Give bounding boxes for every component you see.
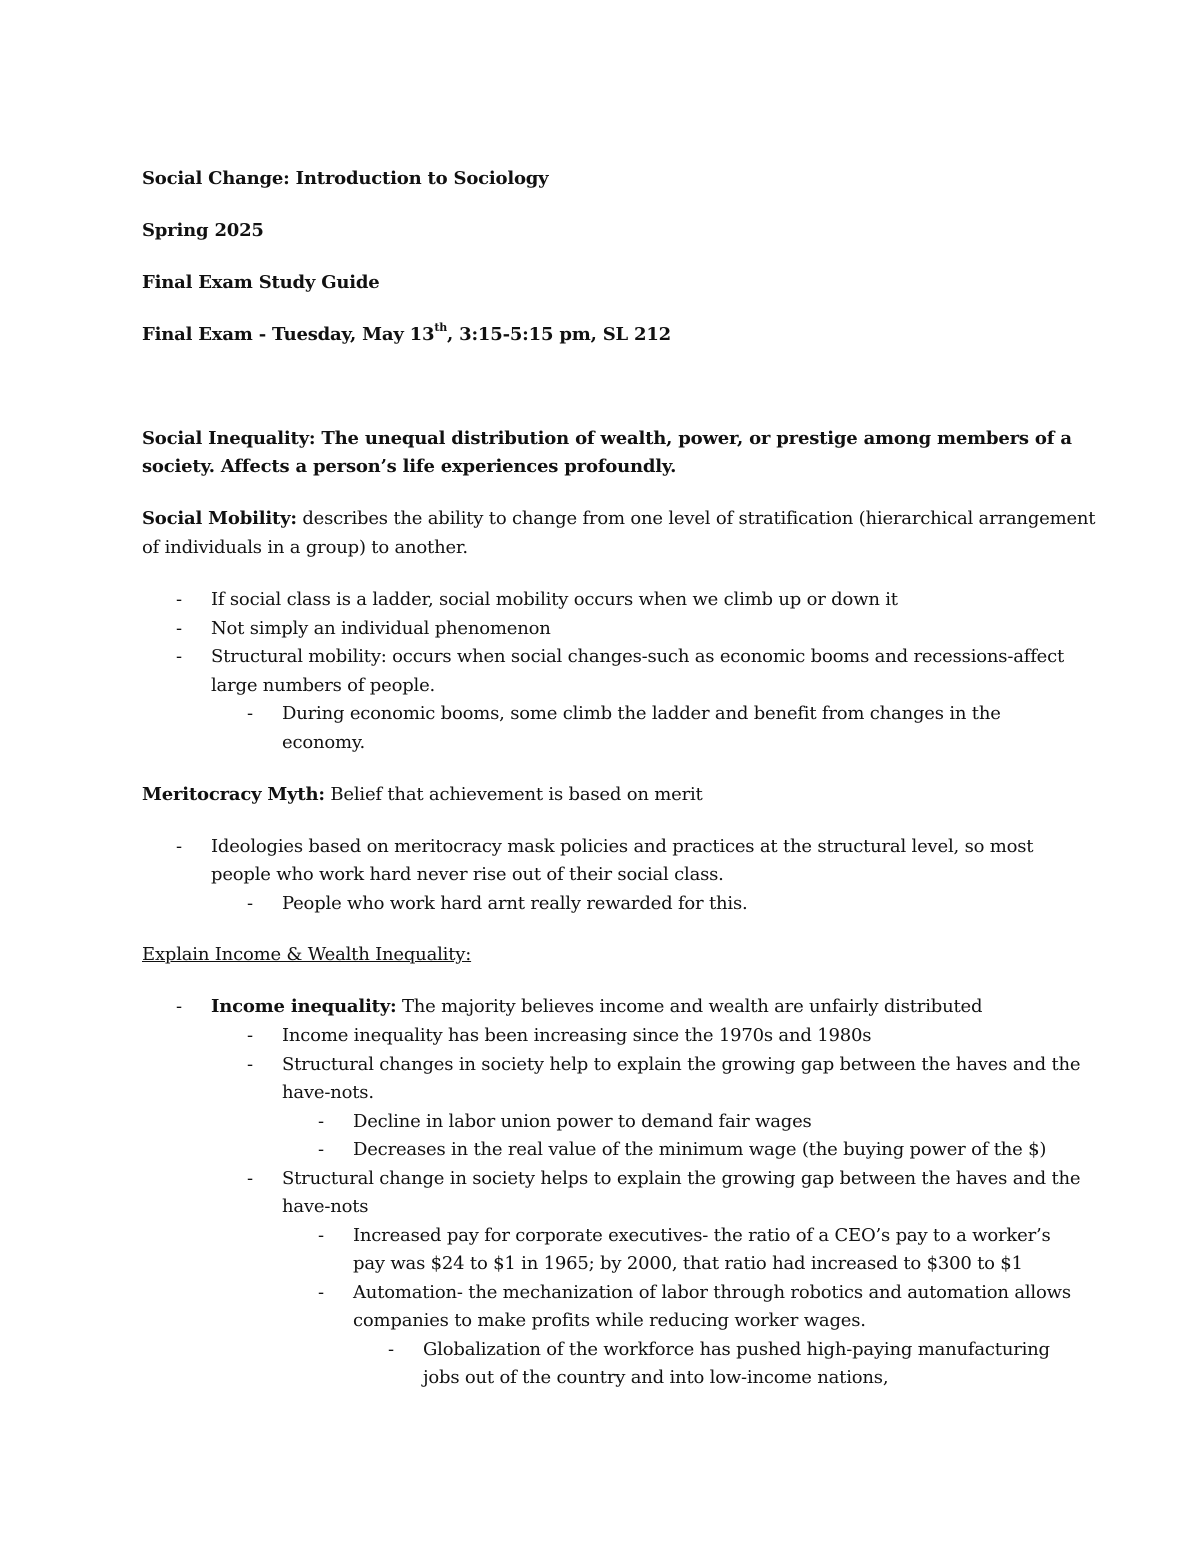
income-s1: Income inequality has been increasing since the 1970s and 1980s — [282, 1025, 872, 1046]
income-s3b-line1: Automation- the mechanization of labor through robotics and automation allows — [353, 1282, 1071, 1303]
income-s2a: Decline in labor union power to demand fair wages — [353, 1111, 812, 1132]
exam-suffix: , 3:15-5:15 pm, SL 212 — [447, 324, 671, 345]
income-s3a-line1: Increased pay for corporate executives- the ratio of a CEO’s pay to a worker’s — [353, 1225, 1051, 1246]
mobility-bullet2: Not simply an individual phenomenon — [211, 618, 551, 639]
mobility-def-line2: of individuals in a group) to another. — [142, 537, 468, 558]
meritocracy-def: Belief that achievement is based on merit — [324, 784, 703, 805]
income-s3-line2: have-nots — [282, 1196, 369, 1217]
bullet-dash: - — [318, 1225, 325, 1246]
mobility-bullet3-line1: Structural mobility: occurs when social changes-such as economic booms and recessions-affect — [211, 646, 1065, 667]
income-s2b: Decreases in the real value of the minimum wage (the buying power of the $) — [353, 1139, 1047, 1160]
exam-prefix: Final Exam - Tuesday, May 13 — [142, 324, 435, 345]
mobility-bullet3-line2: large numbers of people. — [211, 675, 436, 696]
income-term: Income inequality: — [211, 996, 397, 1017]
income-s2-line1: Structural changes in society help to explain the growing gap between the haves and the — [282, 1054, 1081, 1075]
bullet-dash: - — [247, 1025, 254, 1046]
meritocracy-sub1: People who work hard arnt really rewarded for this. — [282, 893, 748, 914]
income-s3b-line2: companies to make profits while reducing worker wages. — [353, 1310, 866, 1331]
inequality-line2: society. Affects a person’s life experiences profoundly. — [142, 456, 677, 477]
mobility-bullet1: If social class is a ladder, social mobility occurs when we climb up or down it — [211, 589, 898, 610]
income-s3b1-line2: jobs out of the country and into low-income nations, — [423, 1367, 889, 1388]
term: Spring 2025 — [142, 220, 264, 241]
income-bullet — [211, 993, 982, 1021]
income-s3a-line2: pay was $24 to $1 in 1965; by 2000, that ratio had increased to $300 to $1 — [353, 1253, 1023, 1274]
exam-sup: th — [434, 321, 448, 334]
bullet-dash: - — [176, 646, 183, 667]
meritocracy-term: Meritocracy Myth: — [142, 784, 325, 805]
bullet-dash: - — [318, 1139, 325, 1160]
guide-title: Final Exam Study Guide — [142, 272, 380, 293]
mobility-sub1-line1: During economic booms, some climb the ladder and benefit from changes in the — [282, 703, 1001, 724]
bullet-dash: - — [247, 1168, 254, 1189]
course-title: Social Change: Introduction to Sociology — [142, 168, 549, 189]
income-s2-line2: have-nots. — [282, 1082, 374, 1103]
exam-info — [142, 321, 671, 349]
meritocracy-definition — [142, 781, 703, 809]
bullet-dash: - — [318, 1282, 325, 1303]
mobility-sub1-line2: economy. — [282, 732, 365, 753]
bullet-dash: - — [247, 893, 254, 914]
mobility-definition — [142, 505, 1095, 533]
bullet-dash: - — [388, 1339, 395, 1360]
bullet-dash: - — [176, 996, 183, 1017]
mobility-term: Social Mobility: — [142, 508, 297, 529]
income-s3-line1: Structural change in society helps to explain the growing gap between the haves and the — [282, 1168, 1081, 1189]
bullet-dash: - — [176, 589, 183, 610]
bullet-dash: - — [247, 703, 254, 724]
meritocracy-bullet1-line2: people who work hard never rise out of their social class. — [211, 864, 724, 885]
meritocracy-bullet1-line1: Ideologies based on meritocracy mask policies and practices at the structural level, so most — [211, 836, 1034, 857]
bullet-dash: - — [318, 1111, 325, 1132]
inequality-line1: Social Inequality: The unequal distribution of wealth, power, or prestige among members of a — [142, 428, 1072, 449]
bullet-dash: - — [176, 618, 183, 639]
bullet-dash: - — [176, 836, 183, 857]
income-s3b1-line1: Globalization of the workforce has pushed high-paying manufacturing — [423, 1339, 1050, 1360]
income-heading: Explain Income & Wealth Inequality: — [142, 944, 472, 965]
bullet-dash: - — [247, 1054, 254, 1075]
income-def: The majority believes income and wealth are unfairly distributed — [396, 996, 983, 1017]
mobility-def-line1: describes the ability to change from one level of stratification (hierarchical arrangement — [296, 508, 1096, 529]
